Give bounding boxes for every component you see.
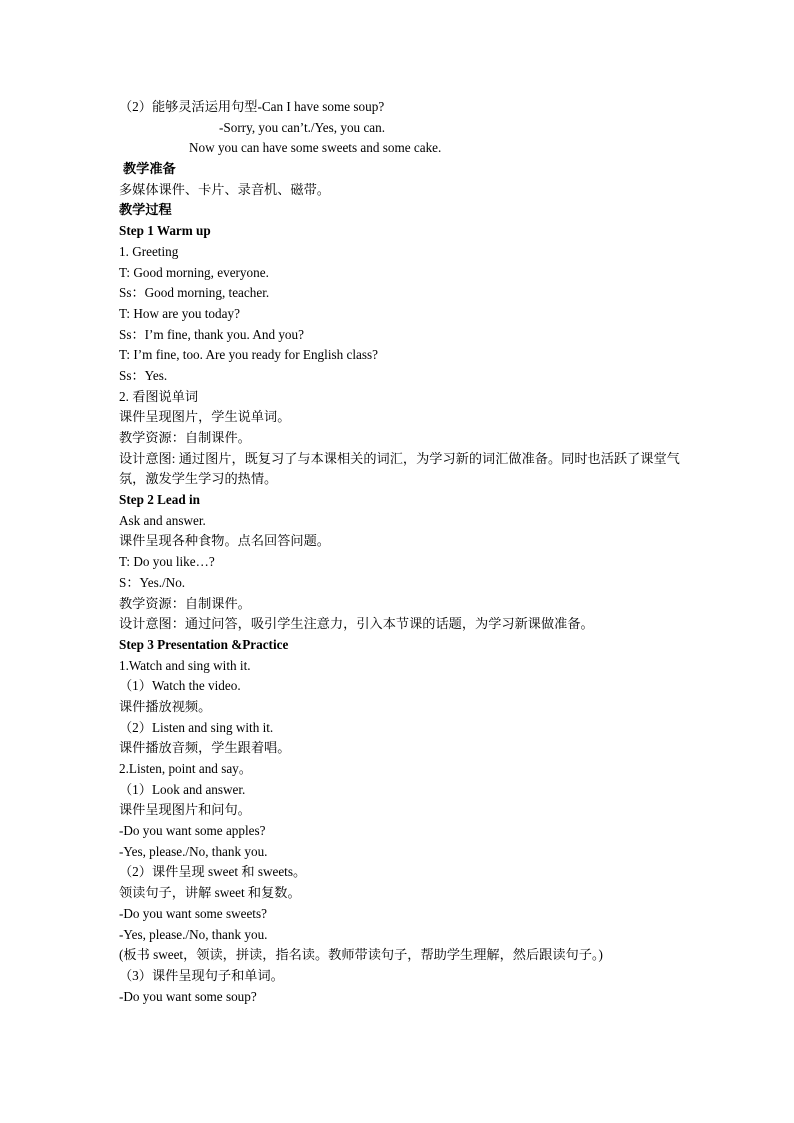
dialogue-line: -Yes, please./No, thank you.	[119, 926, 268, 942]
dialogue-line: S：Yes./No.	[119, 574, 186, 590]
step-3-heading: Step 3 Presentation &Practice	[119, 636, 289, 652]
dialogue-line: Ss：I’m fine, thank you. And you?	[119, 326, 304, 342]
text-line: 课件播放视频。	[119, 698, 212, 714]
teaching-resource-line: 教学资源：自制课件。	[119, 595, 251, 611]
section-heading-process: 教学过程	[119, 202, 172, 218]
step-1-greeting: 1. Greeting	[119, 243, 179, 259]
text-line: 课件播放音频，学生跟着唱。	[119, 740, 291, 756]
text-line: （1）Watch the video.	[119, 678, 241, 694]
dialogue-line: T: I’m fine, too. Are you ready for English class?	[119, 347, 378, 363]
objective-2-answer-line: -Sorry, you can’t./Yes, you can.	[219, 119, 386, 135]
text-line: （3）课件呈现句子和单词。	[119, 967, 284, 983]
objective-2-line: （2）能够灵活运用句型-Can I have some soup?	[119, 99, 385, 114]
preparation-materials: 多媒体课件、卡片、录音机、磁带。	[119, 181, 330, 197]
dialogue-line: Ss：Yes.	[119, 367, 168, 383]
text-line: （1）Look and answer.	[119, 781, 246, 797]
dialogue-line: -Yes, please./No, thank you.	[119, 843, 268, 859]
step-1-picture-words: 2. 看图说单词	[119, 388, 199, 404]
board-note-line: (板书 sweet，领读，拼读，指名读。教师带读句子，帮助学生理解，然后跟读句子。)	[119, 947, 603, 963]
step-1-heading: Step 1 Warm up	[119, 223, 211, 239]
dialogue-line: T: Good morning, everyone.	[119, 264, 269, 280]
design-intent-paragraph: 设计意图: 通过图片，既复习了与本课相关的词汇，为学习新的词汇做准备。同时也活跃了课堂气氛，激发学生学习的热情。	[119, 450, 680, 487]
text-line: 领读句子，讲解 sweet 和复数。	[119, 885, 301, 901]
text-line: 课件呈现各种食物。点名回答问题。	[119, 533, 330, 549]
design-intent-line: 设计意图：通过问答，吸引学生注意力，引入本节课的话题，为学习新课做准备。	[119, 616, 594, 632]
text-line: Ask and answer.	[119, 512, 206, 528]
dialogue-line: T: Do you like…?	[119, 554, 215, 570]
dialogue-line: T: How are you today?	[119, 305, 240, 321]
text-line: （2）课件呈现 sweet 和 sweets。	[119, 864, 307, 880]
dialogue-line: -Do you want some apples?	[119, 823, 266, 839]
text-line: 2.Listen, point and say。	[119, 761, 252, 777]
dialogue-line: -Do you want some soup?	[119, 988, 257, 1004]
text-line: 课件呈现图片，学生说单词。	[119, 409, 291, 425]
dialogue-line: -Do you want some sweets?	[119, 905, 267, 921]
step-2-heading: Step 2 Lead in	[119, 492, 200, 508]
text-line: 1.Watch and sing with it.	[119, 657, 251, 673]
teaching-resource-line: 教学资源：自制课件。	[119, 430, 251, 445]
text-line: （2）Listen and sing with it.	[119, 719, 274, 735]
objective-2-sentence-line: Now you can have some sweets and some cake.	[189, 140, 442, 156]
dialogue-line: Ss：Good morning, teacher.	[119, 285, 270, 301]
section-heading-preparation: 教学准备	[123, 161, 176, 177]
text-line: 课件呈现图片和问句。	[119, 802, 251, 818]
document-body	[119, 97, 689, 1007]
